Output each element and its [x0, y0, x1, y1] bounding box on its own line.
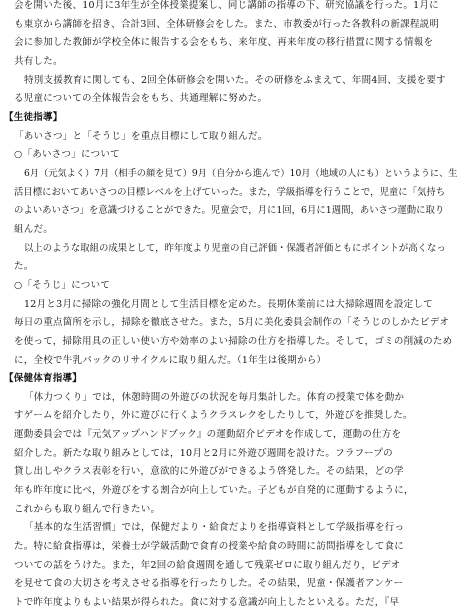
subsection-heading-souji: ○「そうじ」について	[14, 279, 111, 291]
text-line: た。	[14, 261, 34, 273]
text-line: た。特に給食指導は，栄養士が学級活動で食育の授業や給食の時間に訪問指導をして食に	[14, 541, 405, 552]
text-line: 毎日の重点箇所を示し，掃除を徹底させた。また，5月に美化委員会制作の「そうじのしかたビデオ	[14, 317, 450, 329]
text-line: 会に参加した教師が学校全体に報告する会をもち、来年度、再来年度の移行措置に関する情報を	[14, 37, 434, 49]
text-line: すゲームを紹介したり，外に遊びに行くようクラスレクをしたりして，外遊びを推奨した。	[14, 410, 413, 422]
section-heading-health-pe: 【保健体育指導】	[4, 373, 83, 385]
subsection-heading-aisatsu: ○「あいさつ」について	[14, 149, 120, 161]
text-line: を使って，掃除用具の正しい使い方や効率のよい掃除の仕方を指導した。そして，ゴミの削減のため	[14, 335, 453, 347]
text-line: 6月（元気よく）7月（相手の顔を見て）9月（自分から進んで）10月（地域の人にも）というように、生	[24, 167, 458, 179]
text-line: 共有した。	[14, 56, 63, 67]
text-line: のよいあいさつ」を意識づけることができた。児童会で，月に1回，6月に1週間，あいさつ運動に取り	[14, 205, 445, 217]
text-line: 貸し出しやクラス表彰を行い，意欲的に外遊びができるよう啓発した。その結果，どの学	[14, 466, 404, 478]
text-line: る児童についての全体報告会をもち、共通理解に努めた。	[14, 93, 268, 105]
section-heading-student-guidance: 【生徒指導】	[4, 111, 63, 123]
text-line: 組んだ。	[14, 223, 54, 235]
text-line: 会を開いた後、10月に3年生が全体授業提案し、同じ講師の指導の下、研究協議を行った。1月に	[14, 0, 439, 11]
text-line: 「基本的な生活習慣」では，保健だより・給食だよりを指導資料として学級指導を行っ	[24, 522, 405, 534]
text-line: に，全校で牛乳パックのリサイクルに取り組んだ。（1年生は後期から）	[14, 354, 327, 366]
text-line: 活目標においてあいさつの目標レベルを上げていった。また，学級指導を行うことで，児童に「気持ち	[14, 186, 446, 198]
text-line: 運動委員会では『元気アップハンドブック』の運動紹介ビデオを作成して，運動の仕方を	[14, 429, 402, 441]
text-line: も東京から講師を招き、合計3回、全体研修会をした。また、市教委が行った各教科の新課程説明	[14, 18, 440, 30]
text-line: これからも取り組んで行きたい。	[14, 503, 161, 515]
text-line: 「体力つくり」では，休憩時間の外遊びの状況を毎月集計した。体育の授業で体を動か	[24, 391, 405, 403]
text-line: 以上のような取組の成果として，昨年度より児童の自己評価・保護者評価ともにポイントが高くなっ	[24, 242, 446, 254]
text-line: ついての話をうけた。また，年2回の給食週間を通して残菜ゼロに取り組んだり，ビデオ	[14, 559, 401, 571]
text-line: 年も昨年度に比べ，外遊びをする割合が向上していた。子どもが自発的に運動するように，	[14, 485, 414, 497]
text-line: 「あいさつ」と「そうじ」を重点目標にして取り組んだ。	[14, 130, 268, 142]
text-line: 紹介した。新たな取り組みとしては，10月と2月に外遊び週間を設けた。フラフープの	[14, 447, 393, 459]
text-line: を見せて食の大切さを考えさせる指導を行ったりした。その結果，児童・保護者アンケー	[14, 578, 404, 590]
text-line: トで昨年度よりもよい結果が得られた。食に対する意識が向上したといえる。ただ，『早	[14, 597, 400, 608]
text-line: 12月と3月に掃除の強化月間として生活目標を定めた。長期休業前には大掃除週間を設定して	[24, 298, 433, 310]
text-line: 特別支援教育に関しても、2回全体研修会を開いた。その研修をふまえて、年間4回、支援を要す	[24, 74, 446, 86]
